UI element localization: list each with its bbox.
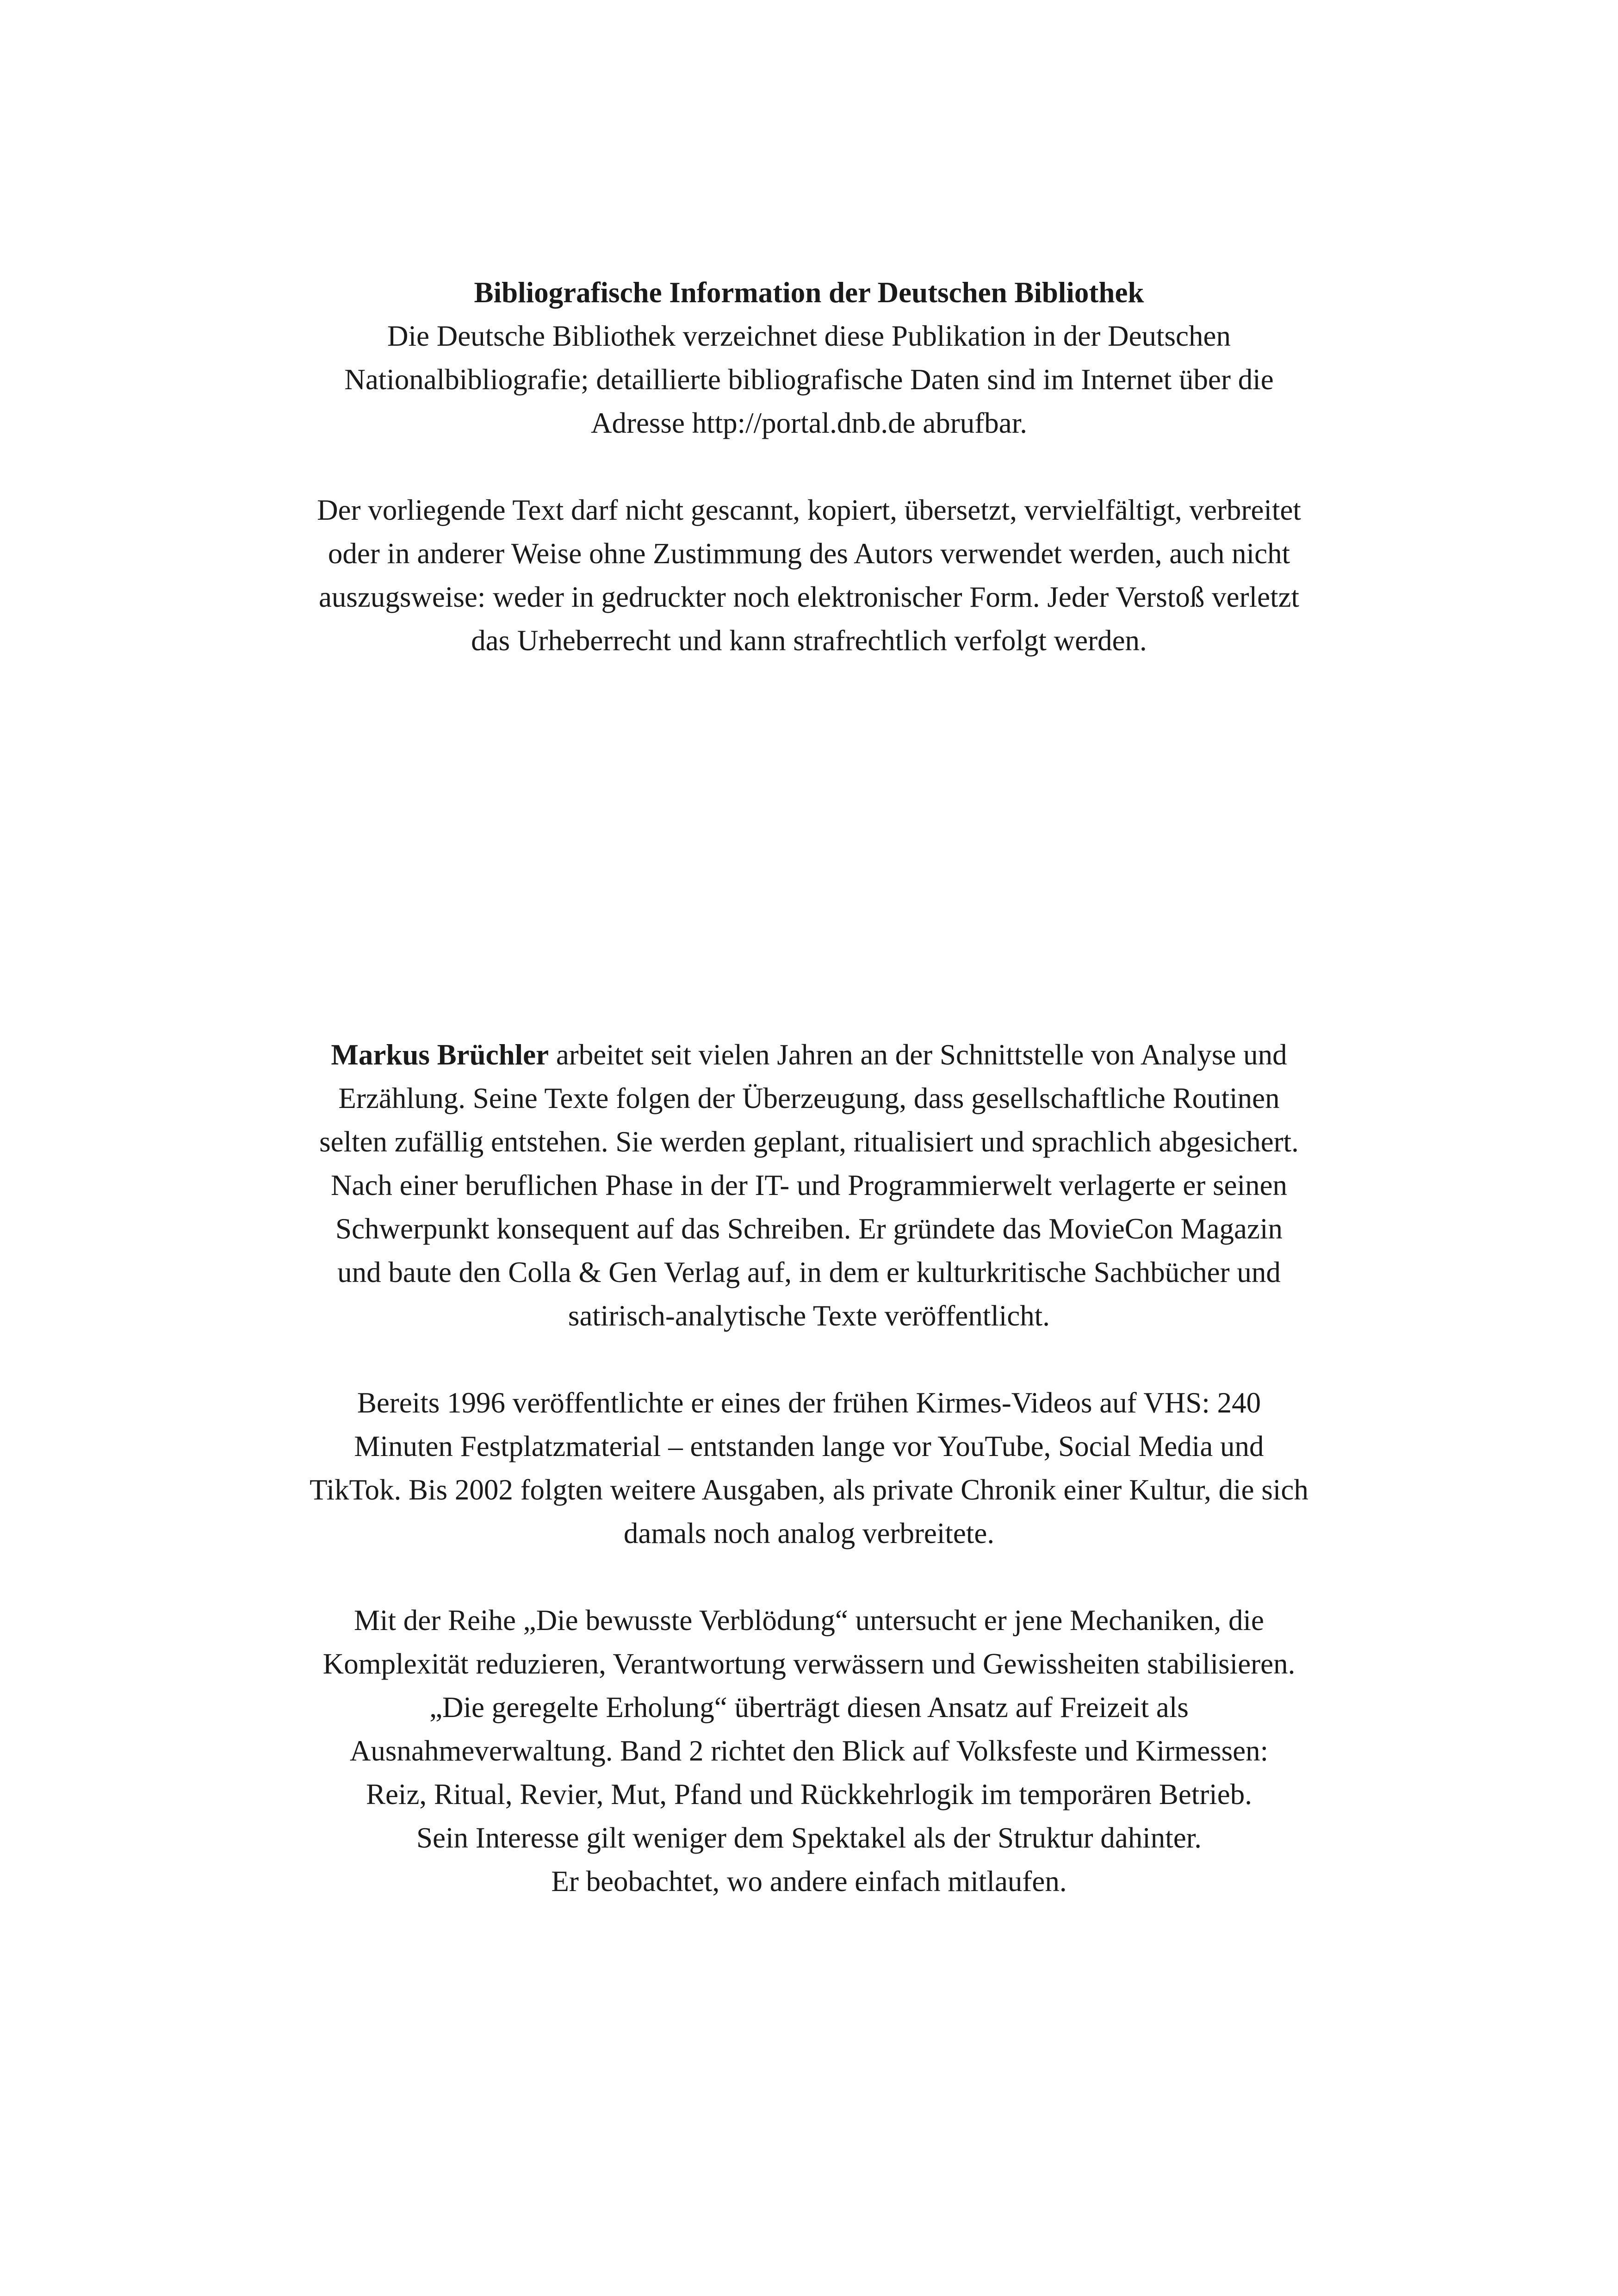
series-paragraph-line: Reiz, Ritual, Revier, Mut, Pfand und Rückkehrlogik im temporären Betrieb. <box>366 1778 1252 1811</box>
author-bio-first-line <box>0 1033 1618 1076</box>
author-name: Markus Brüchler <box>331 1039 549 1071</box>
copyright-notice-line: Der vorliegende Text darf nicht gescannt, kopiert, übersetzt, vervielfältigt, verbreitet <box>317 494 1301 526</box>
series-paragraph-line: Er beobachtet, wo andere einfach mitlaufen. <box>551 1865 1067 1898</box>
bibliographic-info-line: Nationalbibliografie; detaillierte bibliografische Daten sind im Internet über die <box>344 363 1274 396</box>
vhs-paragraph-line: Minuten Festplatzmaterial – entstanden lange vor YouTube, Social Media und <box>354 1430 1264 1462</box>
series-paragraph-line: „Die geregelte Erholung“ überträgt diesen Ansatz auf Freizeit als <box>429 1691 1189 1724</box>
author-bio-first-line-text: arbeitet seit vielen Jahren an der Schnittstelle von Analyse und <box>549 1039 1287 1071</box>
copyright-notice-line: auszugsweise: weder in gedruckter noch elektronischer Form. Jeder Verstoß verletzt <box>318 581 1300 613</box>
vhs-paragraph-line: TikTok. Bis 2002 folgten weitere Ausgaben, als private Chronik einer Kultur, die sich <box>310 1474 1308 1506</box>
series-paragraph-line: Ausnahmeverwaltung. Band 2 richtet den Blick auf Volksfeste und Kirmessen: <box>349 1735 1269 1767</box>
author-bio-line: selten zufällig entstehen. Sie werden geplant, ritualisiert und sprachlich abgesichert. <box>319 1126 1299 1158</box>
author-bio-line: satirisch-analytische Texte veröffentlicht. <box>568 1300 1050 1332</box>
copyright-notice-line: das Urheberrecht und kann strafrechtlich verfolgt werden. <box>471 624 1147 657</box>
author-bio-block <box>0 1033 1618 1903</box>
author-bio-line: Nach einer beruflichen Phase in der IT- und Programmierwelt verlagerte er seinen <box>330 1169 1288 1201</box>
paragraph-gap <box>0 445 1618 488</box>
vhs-paragraph-line: Bereits 1996 veröffentlichte er eines der frühen Kirmes-Videos auf VHS: 240 <box>357 1387 1261 1419</box>
paragraph-gap <box>0 1338 1618 1381</box>
bibliographic-info-block <box>0 271 1618 662</box>
copyright-notice-line: oder in anderer Weise ohne Zustimmung des Autors verwendet werden, auch nicht <box>328 537 1290 570</box>
bibliographic-info-line: Adresse http://portal.dnb.de abrufbar. <box>590 407 1027 439</box>
bibliographic-info-heading: Bibliografische Information der Deutschen Bibliothek <box>474 276 1144 309</box>
bibliographic-info-line: Die Deutsche Bibliothek verzeichnet diese Publikation in der Deutschen <box>387 320 1231 352</box>
series-paragraph-line: Mit der Reihe „Die bewusste Verblödung“ untersucht er jene Mechaniken, die <box>354 1604 1264 1636</box>
author-bio-line: und baute den Colla & Gen Verlag auf, in dem er kulturkritische Sachbücher und <box>337 1256 1281 1288</box>
series-paragraph-line: Sein Interesse gilt weniger dem Spektakel als der Struktur dahinter. <box>416 1822 1202 1854</box>
vhs-paragraph-line: damals noch analog verbreitete. <box>623 1517 995 1549</box>
series-paragraph-line: Komplexität reduzieren, Verantwortung verwässern und Gewissheiten stabilisieren. <box>322 1648 1296 1680</box>
paragraph-gap <box>0 1555 1618 1599</box>
author-bio-line: Schwerpunkt konsequent auf das Schreiben. Er gründete das MovieCon Magazin <box>335 1213 1283 1245</box>
author-bio-line: Erzählung. Seine Texte folgen der Überzeugung, dass gesellschaftliche Routinen <box>338 1082 1280 1114</box>
